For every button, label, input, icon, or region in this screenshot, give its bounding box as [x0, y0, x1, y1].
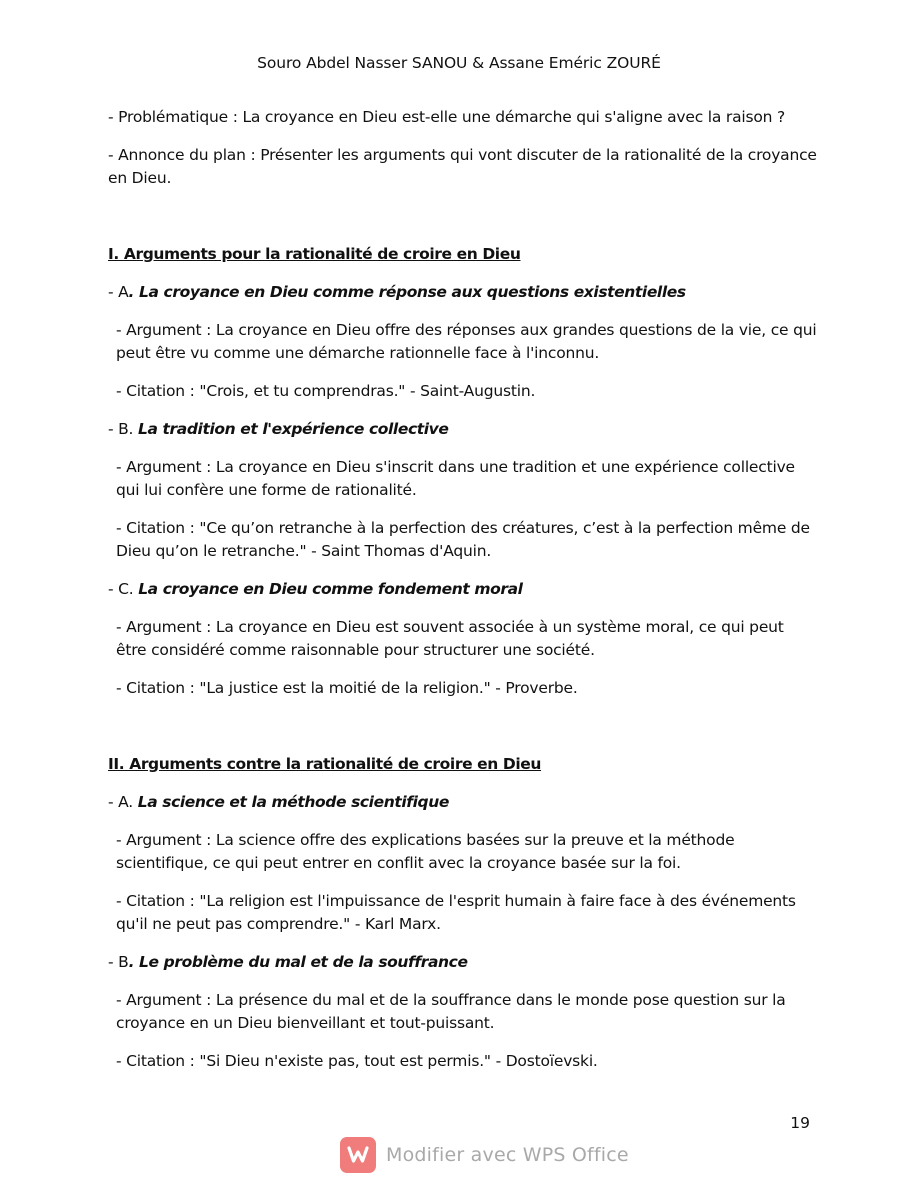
part1-heading: I. Arguments pour la rationalité de croire en Dieu: [108, 245, 521, 263]
part2-b-citation: - Citation : "Si Dieu n'existe pas, tout est permis." - Dostoïevski.: [116, 1052, 598, 1070]
subheading-prefix: - A.: [108, 793, 138, 811]
part1-a-subheading: [108, 281, 818, 304]
part2-a-citation: - Citation : "La religion est l'impuissance de l'esprit humain à faire face à des événements qu'il ne peut pas comprendre." - Karl Marx.: [116, 892, 796, 933]
page-content: [108, 106, 818, 1088]
subheading-title: La science et la méthode scientifique: [137, 793, 449, 811]
part1-c-argument: - Argument : La croyance en Dieu est souvent associée à un système moral, ce qui peut être considéré comme raisonnable pour structurer une société.: [116, 618, 784, 659]
part2-a-subheading: [108, 791, 818, 814]
problematique-paragraph: - Problématique : La croyance en Dieu est-elle une démarche qui s'aligne avec la raison ?: [108, 108, 786, 126]
subheading-title: . Le problème du mal et de la souffrance: [128, 953, 468, 971]
annonce-plan-paragraph: - Annonce du plan : Présenter les arguments qui vont discuter de la rationalité de la croyance en Dieu.: [108, 146, 817, 187]
part1-c-citation: - Citation : "La justice est la moitié de la religion." - Proverbe.: [116, 679, 578, 697]
part2-heading: II. Arguments contre la rationalité de croire en Dieu: [108, 755, 542, 773]
part1-a-citation: - Citation : "Crois, et tu comprendras." - Saint-Augustin.: [116, 382, 536, 400]
subheading-prefix: - B.: [108, 420, 139, 438]
subheading-title: . La croyance en Dieu comme réponse aux questions existentielles: [128, 283, 686, 301]
part1-b-citation: - Citation : "Ce qu’on retranche à la perfection des créatures, c’est à la perfection même de Dieu qu’on le retranche." - Saint Thomas d'Aquin.: [116, 519, 810, 560]
part1-c-subheading: [108, 578, 818, 601]
subheading-title: La tradition et l'expérience collective: [138, 420, 449, 438]
page-number: 19: [790, 1114, 810, 1132]
part2-a-argument: - Argument : La science offre des explications basées sur la preuve et la méthode scientifique, ce qui peut entrer en conflit avec la croyance basée sur la foi.: [116, 831, 735, 872]
section-spacer: [108, 205, 818, 243]
part1-b-argument: - Argument : La croyance en Dieu s'inscrit dans une tradition et une expérience collective qui lui confère une forme de rationalité.: [116, 458, 795, 499]
wps-edit-label: Modifier avec WPS Office: [386, 1144, 629, 1166]
wps-logo-glyph: [345, 1144, 371, 1166]
subheading-prefix: - A: [108, 283, 129, 301]
wps-logo-icon: [340, 1137, 376, 1173]
part2-b-subheading: [108, 951, 818, 974]
subheading-title: La croyance en Dieu comme fondement moral: [138, 580, 523, 598]
section-spacer: [108, 715, 818, 753]
subheading-prefix: - C.: [108, 580, 139, 598]
part2-b-argument: - Argument : La présence du mal et de la souffrance dans le monde pose question sur la croyance en un Dieu bienveillant et tout-puissant.: [116, 991, 786, 1032]
subheading-prefix: - B: [108, 953, 129, 971]
page-header-authors: Souro Abdel Nasser SANOU & Assane Eméric ZOURÉ: [257, 54, 661, 72]
part1-b-subheading: [108, 418, 818, 441]
wps-edit-banner[interactable]: [340, 1137, 629, 1173]
part1-a-argument: - Argument : La croyance en Dieu offre des réponses aux grandes questions de la vie, ce qui peut être vu comme une démarche rationnelle face à l'inconnu.: [116, 321, 817, 362]
